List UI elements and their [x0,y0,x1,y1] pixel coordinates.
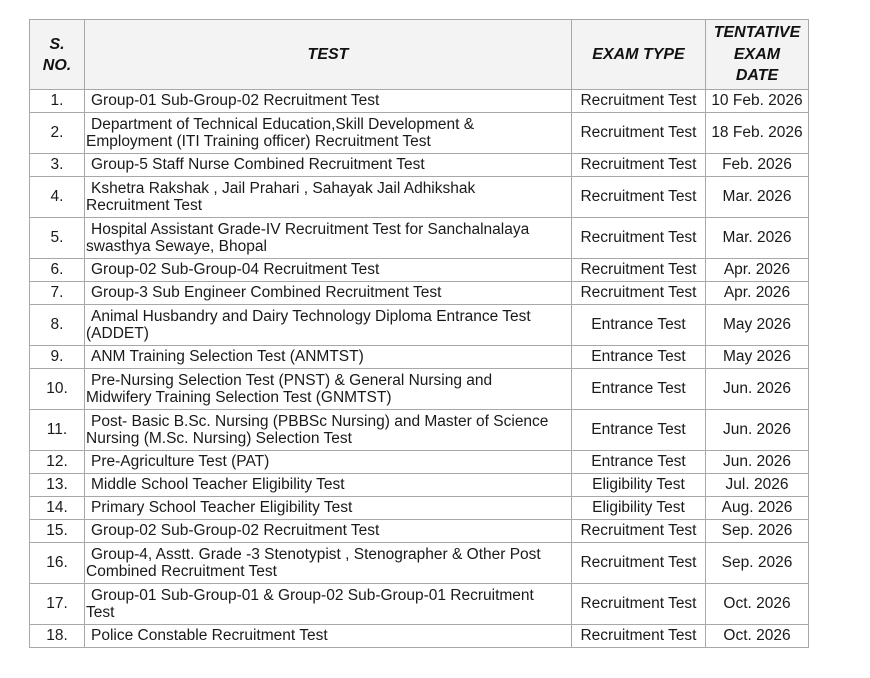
header-date [706,20,809,90]
table-row [30,90,809,113]
test-name-line2: swasthya Sewaye, Bhopal [86,238,267,255]
cell-exam-date: Jul. 2026 [706,474,809,497]
table-row [30,282,809,305]
test-name-line2: (ADDET) [86,325,149,342]
cell-sno: 11. [30,410,85,451]
cell-exam-date: Jun. 2026 [706,369,809,410]
cell-exam-type: Entrance Test [572,346,706,369]
table-row [30,543,809,584]
table-row [30,625,809,648]
header-date-line1: TENTATIVE [713,24,801,42]
cell-exam-date: Mar. 2026 [706,177,809,218]
test-name-line1: Group-4, Asstt. Grade -3 Stenotypist , Stenographer & Other Post [91,545,541,563]
cell-exam-date: Oct. 2026 [706,625,809,648]
table-row [30,520,809,543]
cell-exam-date: Apr. 2026 [706,259,809,282]
cell-exam-type: Recruitment Test [572,520,706,543]
cell-exam-type: Recruitment Test [572,543,706,584]
test-name: Middle School Teacher Eligibility Test [91,476,345,494]
cell-exam-type: Recruitment Test [572,282,706,305]
test-name-line1: Post- Basic B.Sc. Nursing (PBBSc Nursing) and Master of Science [91,412,549,430]
cell-exam-date: 18 Feb. 2026 [706,113,809,154]
cell-exam-date: May 2026 [706,305,809,346]
test-name-line1: Kshetra Rakshak , Jail Prahari , Sahayak Jail Adhikshak [91,179,476,197]
test-name: ANM Training Selection Test (ANMTST) [91,348,364,366]
cell-sno: 9. [30,346,85,369]
cell-exam-date: Feb. 2026 [706,154,809,177]
cell-sno: 16. [30,543,85,584]
cell-exam-date: Jun. 2026 [706,410,809,451]
cell-exam-date: Sep. 2026 [706,520,809,543]
test-name: Group-5 Staff Nurse Combined Recruitment Test [91,156,425,174]
cell-test-name [85,282,572,305]
test-name: Group-02 Sub-Group-02 Recruitment Test [91,522,380,540]
header-sno-line2: NO. [42,56,72,74]
header-test: TEST [85,20,572,90]
test-name-line1: Animal Husbandry and Dairy Technology Diploma Entrance Test [91,307,531,325]
cell-exam-type: Recruitment Test [572,584,706,625]
cell-test-name [85,177,572,218]
cell-test-name [85,451,572,474]
table-row [30,451,809,474]
cell-test-name [85,305,572,346]
cell-sno: 1. [30,90,85,113]
cell-sno: 18. [30,625,85,648]
cell-exam-type: Eligibility Test [572,474,706,497]
cell-sno: 13. [30,474,85,497]
cell-exam-type: Entrance Test [572,369,706,410]
test-name-line2: Employment (ITI Training officer) Recruitment Test [86,133,431,150]
test-name-line2: Combined Recruitment Test [86,563,277,580]
header-date-line3: DATE [735,67,779,85]
cell-test-name [85,543,572,584]
cell-exam-type: Recruitment Test [572,154,706,177]
table-header-row [30,20,809,90]
table-row [30,497,809,520]
cell-sno: 4. [30,177,85,218]
test-name-line1: Pre-Nursing Selection Test (PNST) & General Nursing and [91,371,493,389]
test-name: Group-01 Sub-Group-02 Recruitment Test [91,92,380,110]
cell-exam-type: Recruitment Test [572,218,706,259]
cell-exam-type: Recruitment Test [572,625,706,648]
cell-test-name [85,346,572,369]
cell-exam-date: Oct. 2026 [706,584,809,625]
table-row [30,259,809,282]
cell-sno: 10. [30,369,85,410]
test-name-line2: Recruitment Test [86,197,203,214]
header-sno [30,20,85,90]
exam-schedule-table [29,19,809,648]
cell-test-name [85,625,572,648]
table-row [30,474,809,497]
cell-sno: 2. [30,113,85,154]
table-row [30,305,809,346]
cell-test-name [85,259,572,282]
cell-test-name [85,218,572,259]
cell-test-name [85,410,572,451]
exam-schedule-container [29,19,809,648]
cell-test-name [85,369,572,410]
cell-exam-type: Recruitment Test [572,90,706,113]
cell-exam-type: Recruitment Test [572,113,706,154]
cell-exam-date: 10 Feb. 2026 [706,90,809,113]
cell-test-name [85,113,572,154]
cell-exam-type: Entrance Test [572,451,706,474]
table-row [30,154,809,177]
cell-exam-date: Apr. 2026 [706,282,809,305]
cell-test-name [85,520,572,543]
cell-sno: 8. [30,305,85,346]
cell-exam-type: Recruitment Test [572,259,706,282]
header-exam-type: EXAM TYPE [572,20,706,90]
cell-sno: 5. [30,218,85,259]
cell-test-name [85,154,572,177]
table-row [30,218,809,259]
cell-exam-date: Mar. 2026 [706,218,809,259]
cell-test-name [85,584,572,625]
cell-test-name [85,474,572,497]
test-name-line2: Test [86,604,115,621]
cell-exam-type: Eligibility Test [572,497,706,520]
test-name-line2: Nursing (M.Sc. Nursing) Selection Test [86,430,352,447]
header-date-line2: EXAM [733,45,781,63]
test-name: Group-02 Sub-Group-04 Recruitment Test [91,261,380,279]
test-name-line1: Group-01 Sub-Group-01 & Group-02 Sub-Group-01 Recruitment [91,586,534,604]
cell-exam-type: Recruitment Test [572,177,706,218]
cell-sno: 17. [30,584,85,625]
test-name-line1: Hospital Assistant Grade-IV Recruitment Test for Sanchalnalaya [91,220,530,238]
cell-sno: 7. [30,282,85,305]
test-name: Pre-Agriculture Test (PAT) [91,453,270,471]
table-row [30,177,809,218]
cell-exam-date: Jun. 2026 [706,451,809,474]
test-name: Group-3 Sub Engineer Combined Recruitment Test [91,284,442,302]
test-name: Primary School Teacher Eligibility Test [91,499,353,517]
table-row [30,369,809,410]
cell-sno: 3. [30,154,85,177]
test-name: Police Constable Recruitment Test [91,627,328,645]
header-sno-line1: S. [49,35,65,53]
cell-sno: 6. [30,259,85,282]
cell-sno: 12. [30,451,85,474]
cell-sno: 14. [30,497,85,520]
cell-sno: 15. [30,520,85,543]
table-row [30,410,809,451]
cell-exam-type: Entrance Test [572,410,706,451]
test-name-line2: Midwifery Training Selection Test (GNMTST) [86,389,392,406]
cell-test-name [85,497,572,520]
cell-exam-type: Entrance Test [572,305,706,346]
cell-test-name [85,90,572,113]
test-name-line1: Department of Technical Education,Skill Development & [91,115,475,133]
table-body [30,90,809,648]
table-row [30,584,809,625]
cell-exam-date: Aug. 2026 [706,497,809,520]
table-row [30,346,809,369]
table-row [30,113,809,154]
cell-exam-date: May 2026 [706,346,809,369]
cell-exam-date: Sep. 2026 [706,543,809,584]
